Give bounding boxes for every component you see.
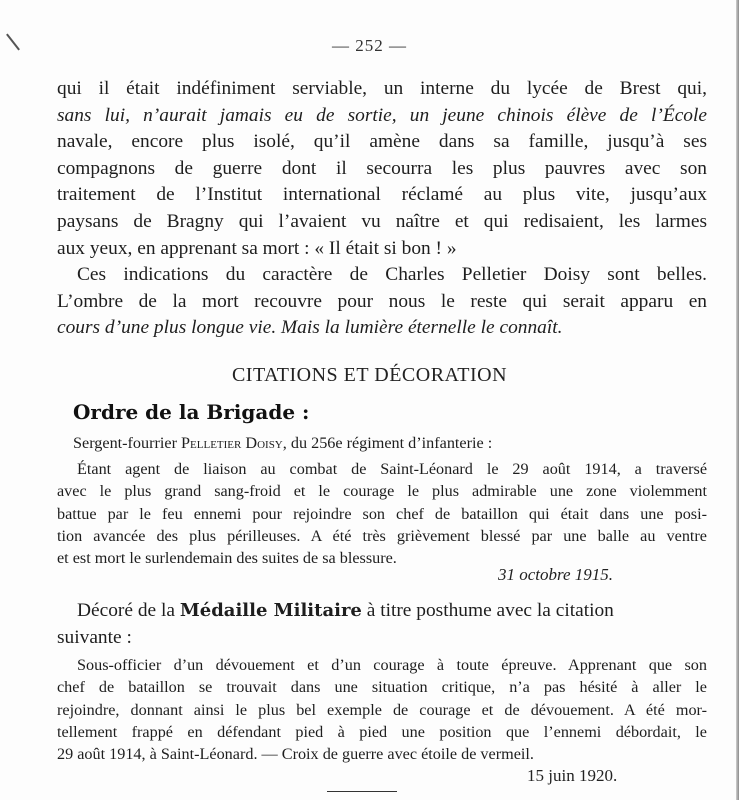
medal-name: Médaille Militaire	[179, 600, 362, 621]
text-line: tellement frappé en défendant pied à pied une position que l’ennemi débordait, le	[57, 722, 707, 741]
medal-intro	[57, 598, 707, 651]
subject-name: Pelletier Doisy	[181, 434, 283, 452]
text-line: suivante :	[57, 626, 132, 648]
text-line: avec le plus grand sang-froid et le courage le plus admirable une zone violemment	[57, 482, 707, 501]
text-line: Ces indications du caractère de Charles Pelletier Doisy sont belles.	[77, 264, 707, 285]
text-line: paysans de Bragny qui l’avaient vu naître et qui redisaient, les larmes	[57, 210, 707, 232]
medal-citation	[57, 654, 707, 765]
text-line: battue par le feu ennemi pour rejoindre son chef de bataillon qui était dans une posi-	[57, 504, 707, 523]
text-line: rejoindre, donnant ainsi le plus bel exemple de courage et de dévouement. A été mor-	[57, 700, 707, 719]
brigade-date: 31 octobre 1915.	[498, 565, 614, 584]
text-line: et est mort le surlendemain des suites de sa blessure.	[57, 549, 397, 568]
text-line: sans lui, n’aurait jamais eu de sortie, un jeune chinois élève de l’École	[57, 104, 707, 126]
brigade-subject	[73, 432, 723, 454]
text-line	[57, 598, 707, 625]
medal-prefix: Décoré de la	[77, 600, 180, 621]
text-line: navale, encore plus isolé, qu’il amène dans sa famille, jusqu’à ses	[57, 131, 707, 153]
text-line: 29 août 1914, à Saint-Léonard. — Croix de guerre avec étoile de vermeil.	[57, 745, 534, 764]
text-line: Étant agent de liaison au combat de Saint-Léonard le 29 août 1914, a traversé	[77, 460, 707, 478]
text-line: aux yeux, en apprenant sa mort : « Il était si bon ! »	[57, 237, 457, 259]
brigade-citation	[57, 458, 707, 569]
text-line: traitement de l’Institut international réclamé au plus vite, jusqu’aux	[57, 184, 707, 206]
text-line: Sous-officier d’un dévouement et d’un courage à toute épreuve. Apprenant que son	[77, 656, 707, 674]
text-line: L’ombre de la mort recouvre pour nous le reste qui serait apparu en	[57, 290, 707, 312]
text-line: cours d’une plus longue vie. Mais la lumière éternelle le connaît.	[57, 317, 563, 339]
text-line: tion avancée des plus périlleuses. A été très grièvement blessé par une balle au ventre	[57, 526, 707, 545]
page-number: — 252 —	[332, 36, 407, 55]
section-heading: CITATIONS ET DÉCORATION	[231, 364, 508, 386]
text-line: chef de bataillon se trouvait dans une situation critique, n’a pas hésité à aller le	[57, 678, 707, 697]
medal-date: 15 juin 1920.	[527, 766, 618, 785]
closing-paragraph	[57, 262, 707, 342]
brigade-order-title: Ordre de la Brigade :	[73, 400, 310, 424]
text-line: compagnons de guerre dont il secourra les plus pauvres avec son	[57, 157, 707, 179]
subject-suffix: , du 256e régiment d’infanterie :	[282, 434, 493, 452]
intro-paragraph	[57, 76, 707, 262]
text-line: qui il était indéfiniment serviable, un interne du lycée de Brest qui,	[57, 78, 707, 99]
medal-suffix: à titre posthume avec la citation	[361, 600, 614, 621]
end-rule-divider	[327, 791, 397, 792]
subject-prefix: Sergent-fourrier	[73, 434, 182, 452]
